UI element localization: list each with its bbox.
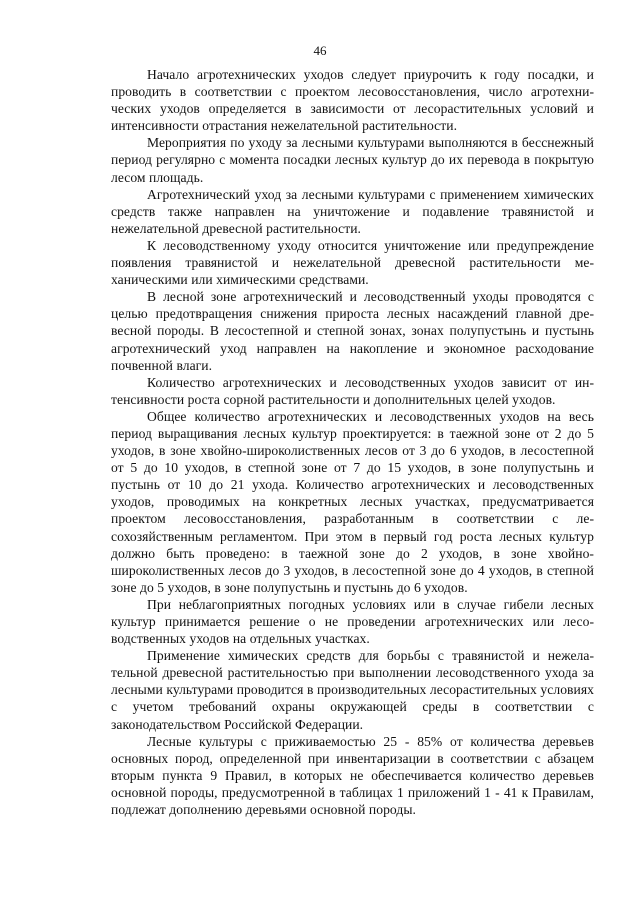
paragraph: К лесоводственному уходу относится уничтожение или предупреждение появления травянистой и нежелательной древесной растительности механическими или химическими средствами.	[111, 237, 594, 288]
paragraph: В лесной зоне агротехнический и лесоводственный уходы проводятся с целью предотвращения снижения прироста лесных насаждений главной древесной породы. В лесостепной и степной зонах, зонах полупустынь и пустынь агротехнический уход направлен на накопление и экономное расходование почвенной влаги.	[111, 289, 594, 373]
paragraph: Общее количество агротехнических и лесоводственных уходов на весь период выращивания лесных культур проектируется: в таежной зоне от 2 до 5 уходов, в зоне хвойно-широколиственных лесов от 3 до 6 уходов, в лесостепной от 5 до 10 уходов, в степной зоне от 7 до 15 уходов, в зоне полупустынь и пустынь от 10 до 21 ухода. Количество агротехнических и лесоводственных уходов, проводимых на конкретных лесных участках, предусматривается проектом лесовосстановления, разработанным в соответствии с лесохозяйственным регламентом. При этом в первый год роста лесных культур должно быть проведено: в таежной зоне до 2 уходов, в зоне хвойно-широколиственных лесов до 3 уходов, в лесостепной зоне до 4 уходов, в степной зоне до 5 уходов, в зоне полупустынь и пустынь до 6 уходов.	[111, 408, 594, 595]
paragraph: Лесные культуры с приживаемостью 25 - 85% от количества деревьев основных пород, определенной при инвентаризации в соответствии с абзацем вторым пункта 9 Правил, в которых не обеспечивается количество деревьев основной породы, предусмотренной в таблицах 1 приложений 1 - 41 к Правилам, подлежат дополнению деревьями основной породы.	[111, 733, 594, 818]
paragraph: Начало агротехнических уходов следует приурочить к году посадки, и проводить в соответствии с проектом лесовосстановления, число агротехнических уходов определяется в зависимости от лесорастительных условий и интенсивности отрастания нежелательной растительности.	[111, 67, 594, 134]
paragraph: Применение химических средств для борьбы с травянистой и нежелательной древесной растительностью при выполнении лесоводственного ухода за лесными культурами проводится в производительных лесорастительных условиях с учетом требований охраны окружающей среды в соответствии с законодательством Российской Федерации.	[111, 648, 594, 732]
paragraph: Количество агротехнических и лесоводственных уходов зависит от интенсивности роста сорной растительности и дополнительных целей уходов.	[111, 374, 594, 407]
paragraph: Агротехнический уход за лесными культурами с применением химических средств также направлен на уничтожение и подавление травянистой и нежелательной древесной растительности.	[111, 186, 594, 236]
document-body	[111, 66, 594, 818]
paragraph: Мероприятия по уходу за лесными культурами выполняются в бесснежный период регулярно с момента посадки лесных культур до их перевода в покрытую лесом площадь.	[111, 135, 594, 185]
paragraph: При неблагоприятных погодных условиях или в случае гибели лесных культур принимается решение о не проведении агротехнических или лесоводственных уходов на отдельных участках.	[111, 596, 594, 647]
page-number: 46	[313, 43, 327, 58]
